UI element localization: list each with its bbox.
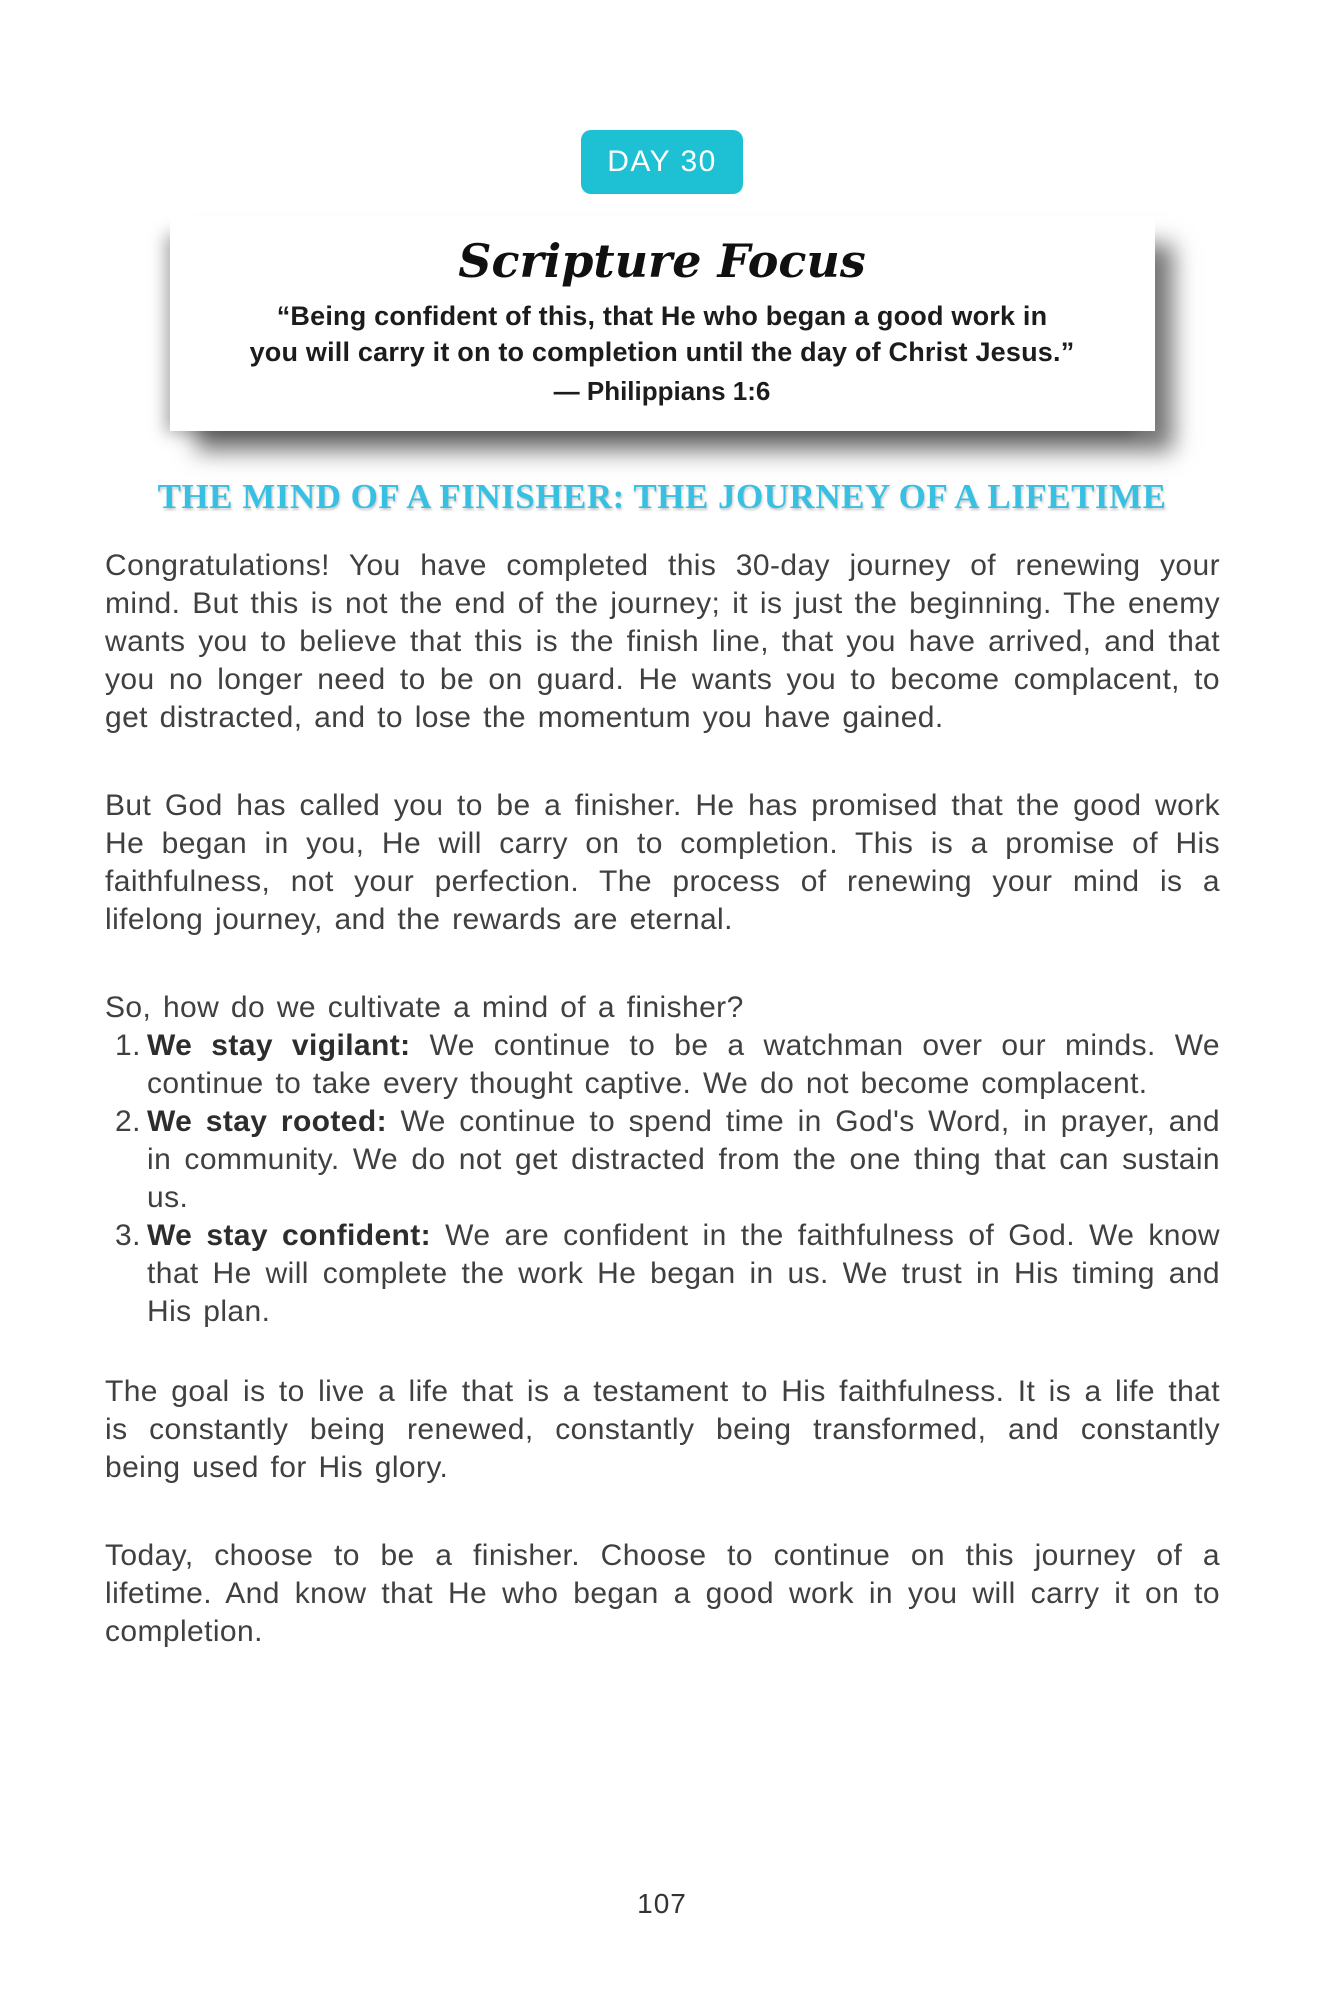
- list-intro: So, how do we cultivate a mind of a finisher?: [105, 991, 744, 1024]
- paragraph-today: Today, choose to be a finisher. Choose to continue on this journey of a lifetime. And know that He who began a good work in you will carry it on to completion.: [105, 1539, 1220, 1648]
- list-item-rooted: [105, 1103, 1220, 1217]
- list-item-text: We are confident in the faithfulness of God. We know that He will complete the work He began in us. We trust in His timing and His plan.: [147, 1219, 1220, 1328]
- list-item-label: We stay rooted:: [147, 1105, 387, 1138]
- page-title: THE MIND OF A FINISHER: THE JOURNEY OF A LIFETIME: [157, 477, 1167, 516]
- list-number: 3.: [115, 1219, 141, 1252]
- paragraph-finisher-promise: But God has called you to be a finisher. He has promised that the good work He began in you, He will carry on to completion. This is a promise of His faithfulness, not your perfection. The process of renewing your mind is a lifelong journey, and the rewards are eternal.: [105, 789, 1220, 936]
- list-item-text: We continue to spend time in God's Word, in prayer, and in community. We do not get distracted from the one thing that can sustain us.: [147, 1105, 1220, 1214]
- list-number: 2.: [115, 1105, 141, 1138]
- list-item-label: We stay confident:: [147, 1219, 432, 1252]
- scripture-focus-card: [170, 216, 1155, 431]
- paragraph-congratulations: Congratulations! You have completed this 30-day journey of renewing your mind. But this is not the end of the journey; it is just the beginning. The enemy wants you to believe that this is the finish line, that you have arrived, and that you no longer need to be on guard. He wants you to become complacent, to get distracted, and to lose the momentum you have gained.: [105, 549, 1220, 734]
- list-item-text: We continue to be a watchman over our minds. We continue to take every thought captive. We do not become complacent.: [147, 1029, 1220, 1100]
- body-content: [105, 547, 1220, 1651]
- scripture-quote: [208, 298, 1117, 370]
- list-item-label: We stay vigilant:: [147, 1029, 411, 1062]
- finisher-list: [105, 1027, 1220, 1331]
- list-item-vigilant: [105, 1027, 1220, 1103]
- paragraph-goal: The goal is to live a life that is a testament to His faithfulness. It is a life that is constantly being renewed, constantly being transformed, and constantly being used for His glory.: [105, 1375, 1220, 1484]
- scripture-focus-title: Scripture Focus: [458, 234, 866, 288]
- scripture-attribution: — Philippians 1:6: [553, 376, 771, 406]
- scripture-quote-line-1: “Being confident of this, that He who began a good work in: [276, 301, 1048, 331]
- page-number: 107: [637, 1888, 687, 1919]
- list-item-confident: [105, 1217, 1220, 1331]
- list-number: 1.: [115, 1029, 141, 1062]
- day-badge: DAY 30: [581, 130, 743, 194]
- scripture-quote-line-2: you will carry it on to completion until the day of Christ Jesus.”: [249, 337, 1075, 367]
- badge-row: [0, 0, 1324, 194]
